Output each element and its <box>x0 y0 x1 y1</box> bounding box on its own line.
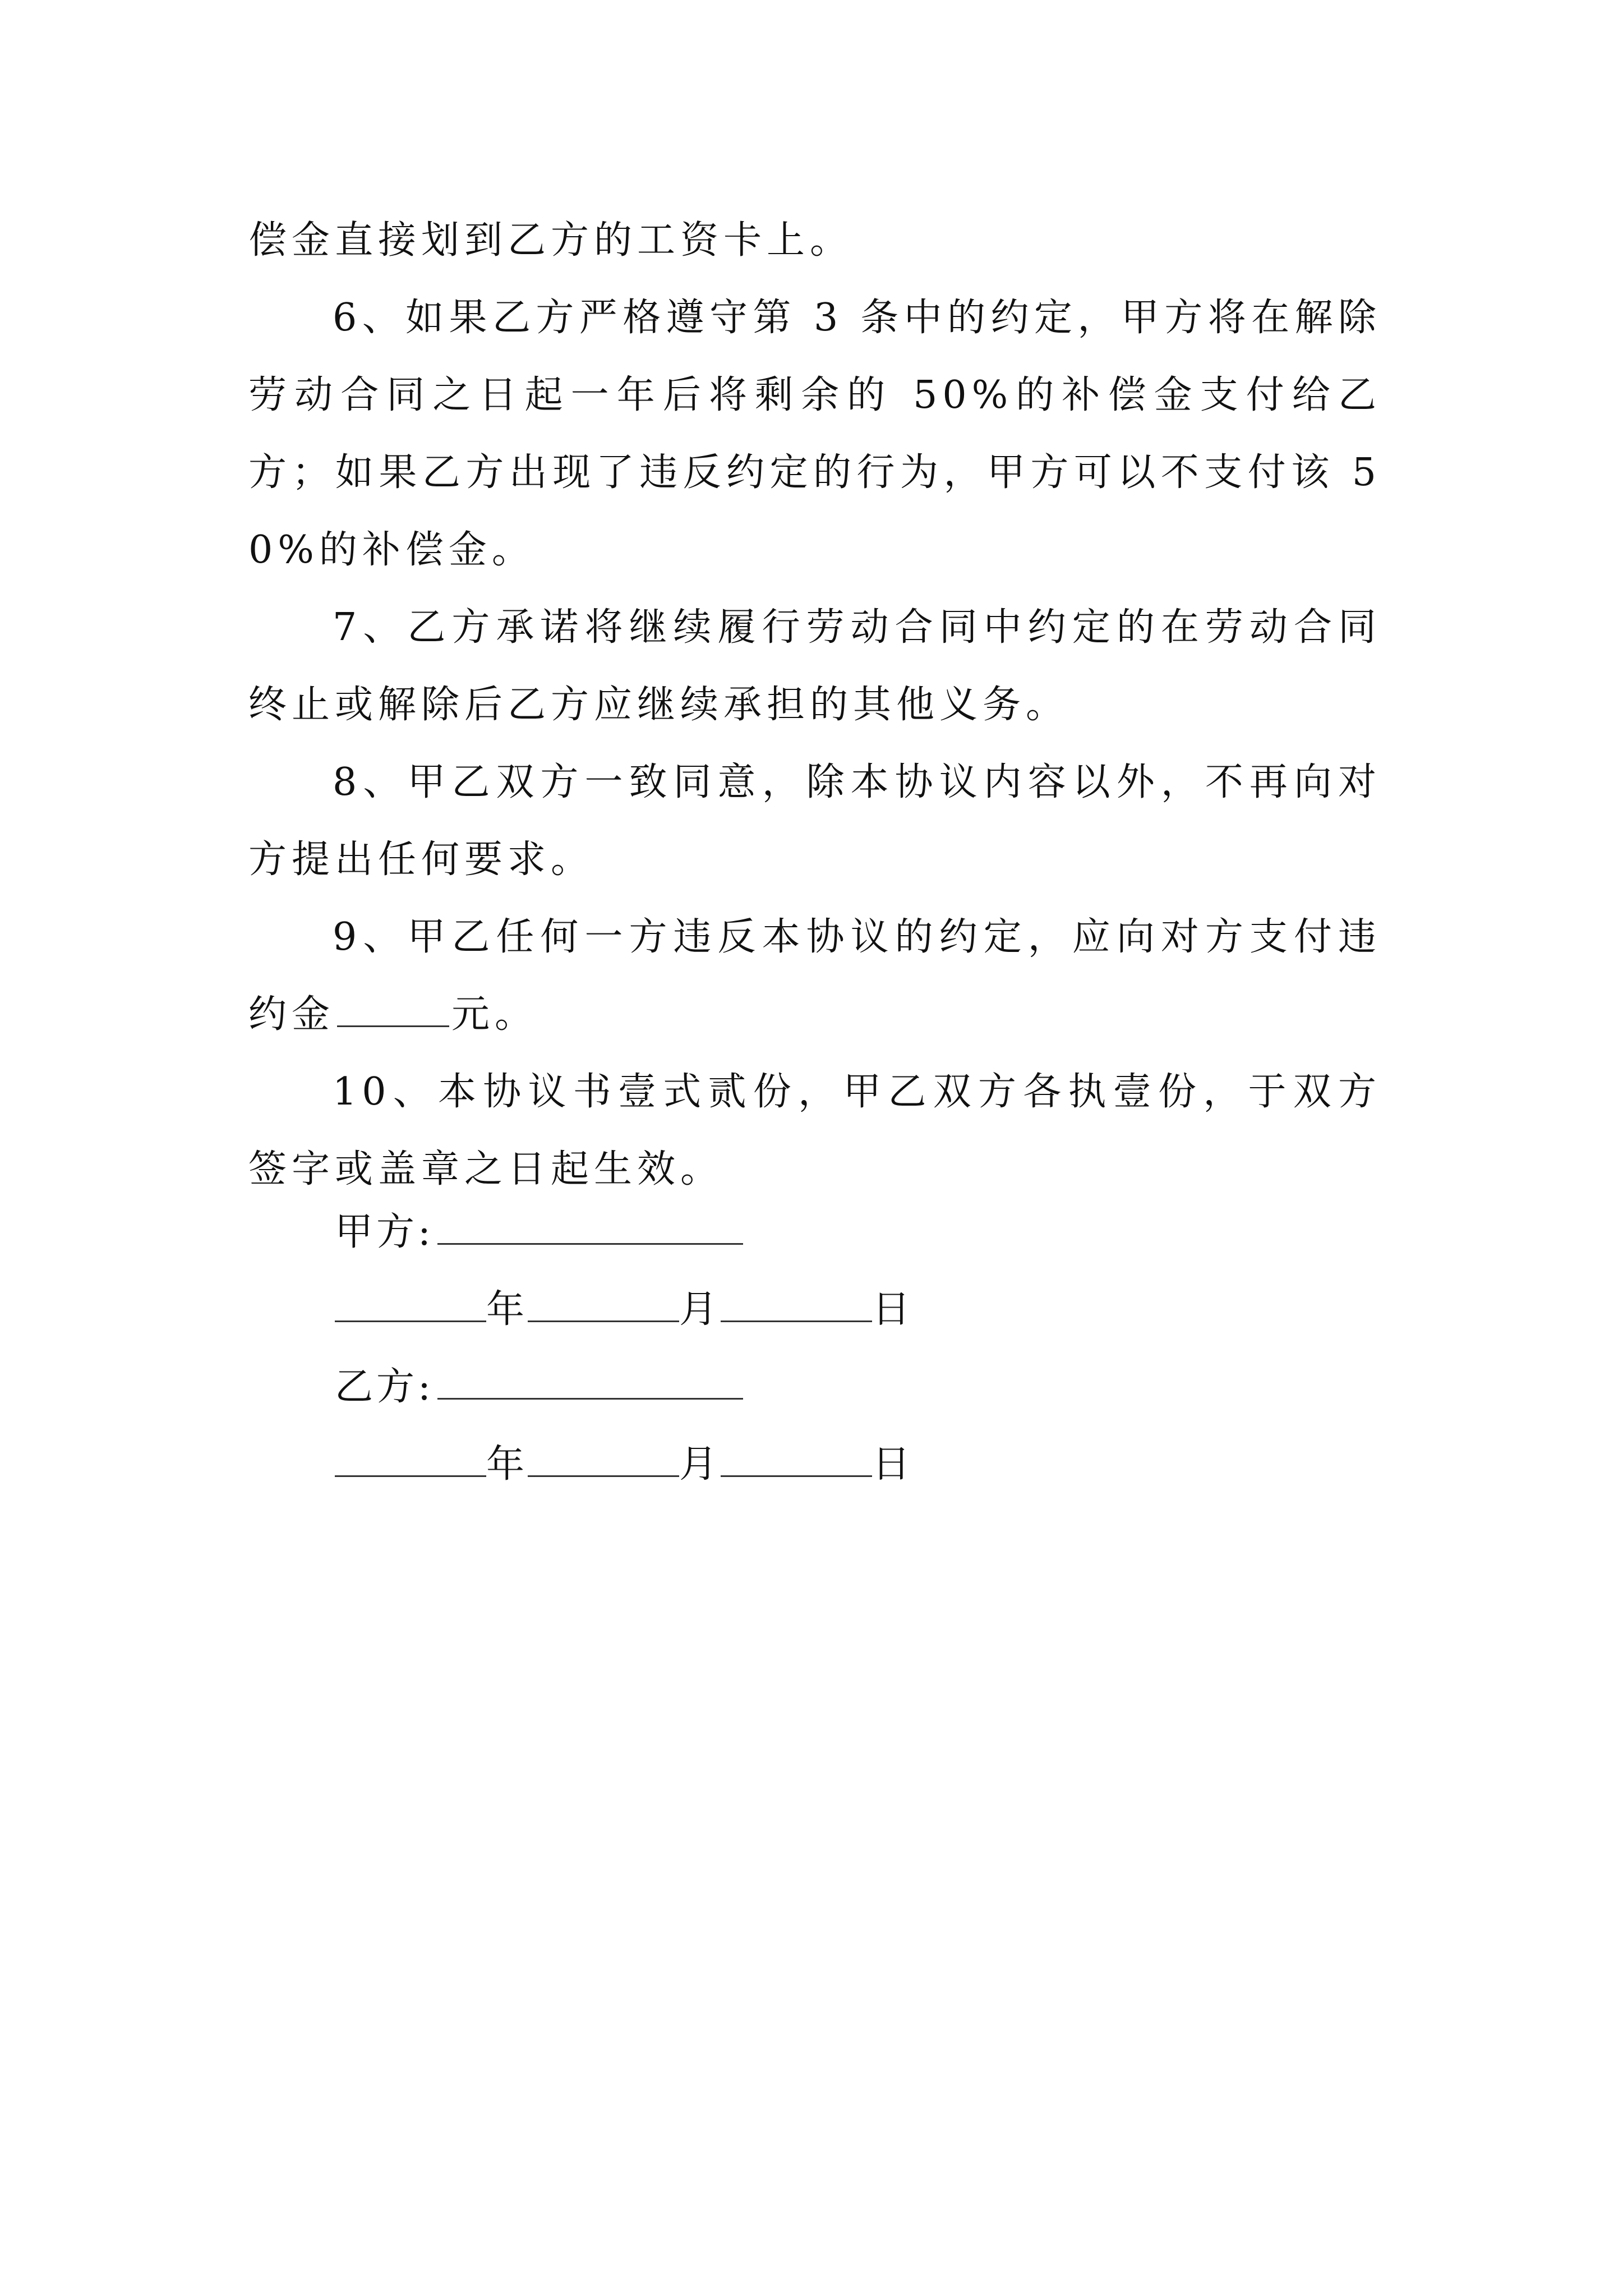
paragraph-clause-6: 6、如果乙方严格遵守第 3 条中的约定，甲方将在解除劳动合同之日起一年后将剩余的 50%的补偿金支付给乙方；如果乙方出现了违反约定的行为，甲方可以不支付该 50%的补偿金。 <box>248 296 1381 572</box>
paragraph-continuation: 偿金直接划到乙方的工资卡上。 <box>248 218 854 263</box>
party-b-year-blank <box>335 1443 486 1477</box>
party-a-day-blank <box>721 1288 872 1322</box>
paragraph-clause-8: 8、甲乙双方一致同意，除本协议内容以外，不再向对方提出任何要求。 <box>248 760 1381 882</box>
penalty-amount-blank <box>337 995 449 1027</box>
party-a-date-line <box>335 1271 914 1349</box>
party-b-day-label: 日 <box>872 1442 914 1487</box>
party-a-year-blank <box>335 1288 486 1322</box>
party-a-label: 甲方: <box>335 1210 434 1254</box>
party-a-month-blank <box>528 1288 679 1322</box>
signature-block <box>335 1194 914 1503</box>
document-body <box>248 202 1381 1208</box>
party-b-date-line <box>335 1426 914 1503</box>
paragraph-clause-10: 10、本协议书壹式贰份，甲乙双方各执壹份，于双方签字或盖章之日起生效。 <box>248 1070 1381 1191</box>
party-b-line <box>335 1349 914 1426</box>
party-a-day-label: 日 <box>872 1287 914 1332</box>
clause-9-unit: 元。 <box>451 992 538 1037</box>
party-b-signature-blank <box>437 1365 743 1400</box>
party-a-month-label: 月 <box>679 1287 721 1332</box>
party-b-label: 乙方: <box>335 1365 434 1409</box>
party-b-month-label: 月 <box>679 1442 721 1487</box>
paragraph-clause-7: 7、乙方承诺将继续履行劳动合同中约定的在劳动合同终止或解除后乙方应继续承担的其他义务。 <box>248 605 1381 727</box>
party-b-month-blank <box>528 1443 679 1477</box>
party-a-line <box>335 1194 914 1271</box>
party-b-day-blank <box>721 1443 872 1477</box>
party-a-signature-blank <box>437 1211 743 1245</box>
clause-9-text: 9、甲乙任何一方违反本协议的约定，应向对方支付违约金 <box>248 915 1381 1037</box>
paragraph-clause-9 <box>248 899 1381 1053</box>
party-b-year-label: 年 <box>486 1442 528 1487</box>
party-a-year-label: 年 <box>486 1287 528 1332</box>
